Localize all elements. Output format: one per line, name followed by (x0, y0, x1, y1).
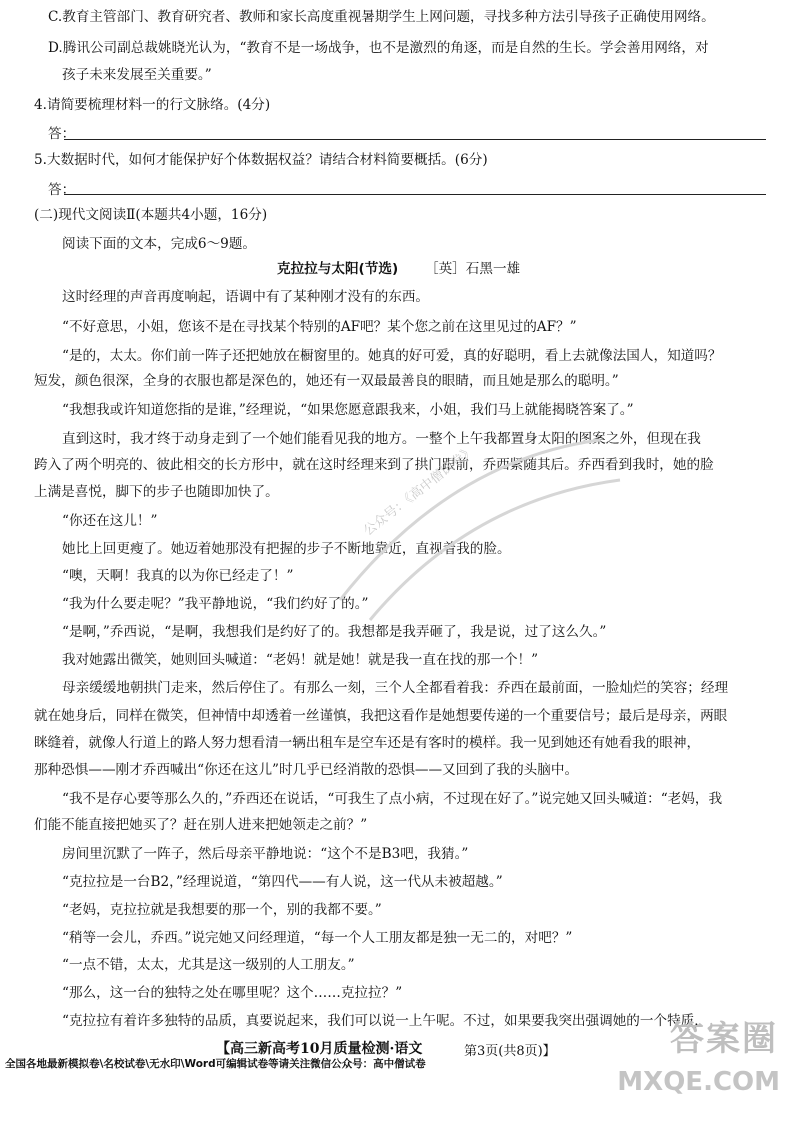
paragraph-line: 我对她露出微笑，她则回头喊道：“老妈！就是她！就是我一直在找的那一个！” (62, 652, 539, 668)
paragraph-line: “稍等一会儿，乔西。”说完她又问经理道，“每一个人工朋友都是独一无二的，对吧？” (62, 930, 573, 946)
answer-circle-logo (617, 1005, 784, 1115)
section-heading: (二)现代文阅读Ⅱ(本题共4小题，16分) (34, 207, 268, 223)
footer-exam-name: 【高三新高考10月质量检测·语文 (216, 1041, 423, 1057)
paragraph-line: “我想我或许知道您指的是谁，”经理说，“如果您愿意跟我来，小姐，我们马上就能揭晓答案了。” (62, 402, 634, 418)
paragraph-line: “克拉拉有着许多独特的品质，真要说起来，我们可以说一上午呢。不过，如果要我突出强调她的一个特质， (62, 1013, 708, 1029)
paragraph-line: “那么，这一台的独特之处在哪里呢？这个……克拉拉？” (62, 985, 403, 1001)
seal-watermark (300, 420, 640, 650)
paragraph-line: “一点不错，太太，尤其是这一级别的人工朋友。” (62, 957, 355, 973)
logo-domain-text: MXQE.COM (617, 1067, 780, 1097)
answer-label-4: 答： (48, 126, 76, 142)
paragraph-line: 眯缝着，就像人行道上的路人努力想看清一辆出租车是空车还是有客时的模样。我一见到她还有她看我的眼神， (34, 735, 701, 751)
paragraph-line: 直到这时，我才终于动身走到了一个她们能看见我的地方。一整个上午我都置身太阳的图案之外，但现在我 (62, 431, 701, 447)
paragraph-line: “我为什么要走呢？”我平静地说，“我们约好了的。” (62, 596, 369, 612)
paragraph-line: “是啊，”乔西说，“是啊，我想我们是约好了的。我想都是我弄砸了，我是说，过了这么久。” (62, 624, 607, 640)
question-4: 4.请简要梳理材料一的行文脉络。(4分) (34, 97, 271, 113)
article-title: 克拉拉与太阳(节选) (277, 261, 399, 277)
footer-page-number: 第3页(共8页)】 (464, 1044, 556, 1059)
paragraph-line: 那种恐惧——刚才乔西喊出“你还在这儿”时几乎已经消散的恐惧——又回到了我的头脑中。 (34, 762, 579, 778)
paragraph-line: 短发，颜色很深，全身的衣服也都是深色的，她还有一双最最善良的眼睛，而且她是那么的聪明。” (34, 373, 619, 389)
logo-main-text: 答案圈 (670, 1019, 778, 1059)
paragraph-line: 房间里沉默了一阵子，然后母亲平静地说：“这个不是B3吧，我猜。” (62, 846, 469, 862)
answer-label-5: 答： (48, 182, 76, 198)
option-d-cont: 孩子未来发展至关重要。” (62, 67, 212, 83)
section-instruction: 阅读下面的文本，完成6～9题。 (62, 236, 257, 252)
paragraph-line: “是的，太太。你们前一阵子还把她放在橱窗里的。她真的好可爱，真的好聪明，看上去就像法国人，知道吗？ (62, 348, 722, 364)
paragraph-line: “我不是存心要等那么久的，”乔西还在说话，“可我生了点小病，不过现在好了。”说完她又回头喊道：“老妈，我 (62, 791, 723, 807)
footer-notice: 全国各地最新模拟卷\名校试卷\无水印\Word可编辑试卷等请关注微信公众号：高中僧试卷 (5, 1058, 426, 1070)
paragraph-line: “老妈，克拉拉就是我想要的那一个，别的我都不要。” (62, 902, 382, 918)
paragraph-line: “你还在这儿！” (62, 513, 158, 529)
paragraph-line: 她比上回更瘦了。她迈着她那没有把握的步子不断地靠近，直视着我的脸。 (62, 541, 511, 557)
question-5: 5.大数据时代，如何才能保护好个体数据权益？请结合材料简要概括。(6分) (34, 152, 488, 168)
paragraph-line: 们能不能直接把她买了？赶在别人进来把她领走之前？” (34, 817, 368, 833)
public-account-watermark: 公众号：《高中僧试卷》 (361, 443, 478, 540)
paragraph-line: 就在她身后，同样在微笑，但神情中却透着一丝谨慎，我把这看作是她想要传递的一个重要信号；最后是母亲，两眼 (34, 708, 728, 724)
option-d: D.腾讯公司副总裁姚晓光认为，“教育不是一场战争，也不是激烈的角逐，而是自然的生长。学会善用网络，对 (48, 40, 709, 56)
answer-line-4 (64, 138, 766, 140)
paragraph-line: “克拉拉是一台B2，”经理说道，“第四代——有人说，这一代从未被超越。” (62, 874, 503, 890)
paragraph-line: 跨入了两个明亮的、彼此相交的长方形中，就在这时经理来到了拱门跟前，乔西紧随其后。乔西看到我时，她的脸 (34, 457, 714, 473)
paragraph-line: “噢，天啊！我真的以为你已经走了！” (62, 568, 294, 584)
paragraph-line: “不好意思，小姐，您该不是在寻找某个特别的AF吧？某个您之前在这里见过的AF？” (62, 319, 577, 335)
paragraph-line: 上满是喜悦，脚下的步子也随即加快了。 (34, 484, 279, 500)
option-c: C.教育主管部门、教育研究者、教师和家长高度重视暑期学生上网问题，寻找多种方法引导孩子正确使用网络。 (48, 9, 715, 25)
paragraph-line: 这时经理的声音再度响起，语调中有了某种刚才没有的东西。 (62, 289, 430, 305)
answer-line-5 (64, 193, 766, 195)
article-author: ［英］石黑一雄 (425, 261, 521, 277)
paragraph-line: 母亲缓缓地朝拱门走来，然后停住了。有那么一刻，三个人全都看着我：乔西在最前面，一脸灿烂的笑容；经理 (62, 680, 729, 696)
